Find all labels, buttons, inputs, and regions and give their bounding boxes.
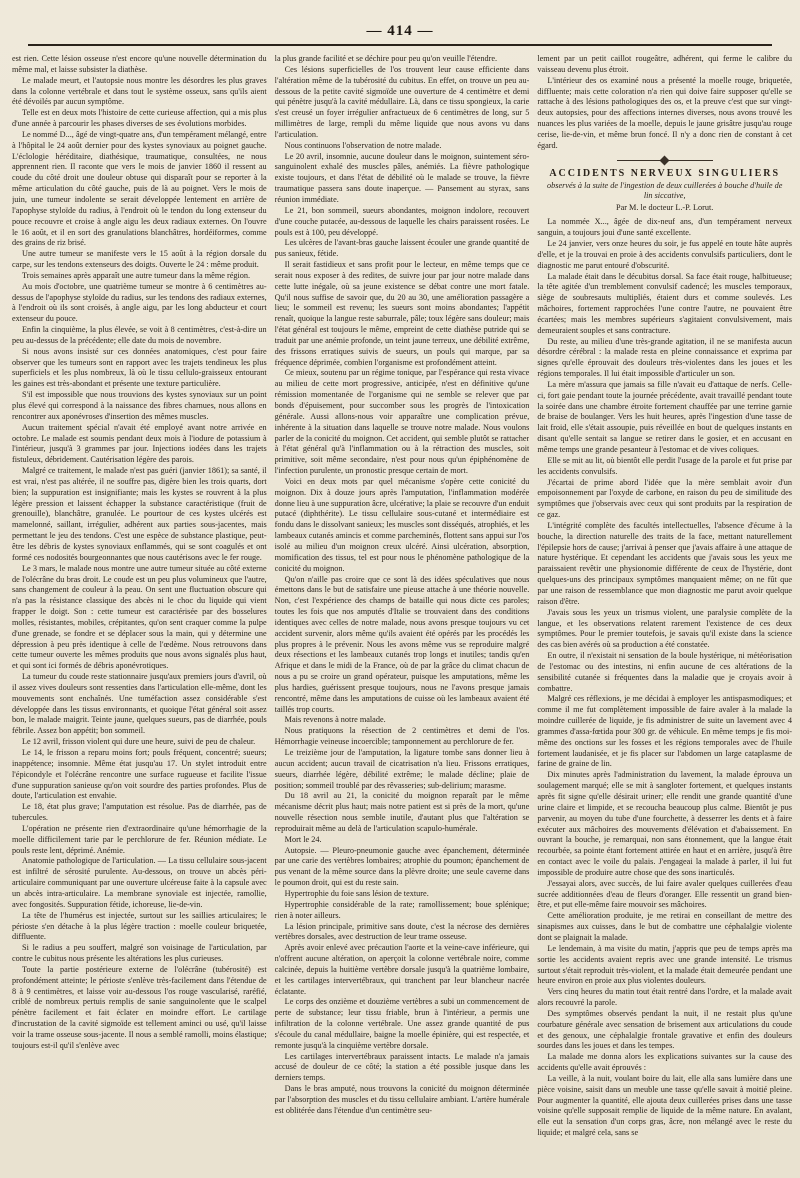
paragraph: Nous pratiquons la résection de 2 centimètres et demi de l'os. Hémorrhagie veineuse incoercible; tamponnement au perchlorure de fer. <box>274 726 530 747</box>
paragraph: Le 3 mars, le malade nous montre une autre tumeur située au côté externe de l'olécrâne du bras droit. Le coude est un peu plus volumineux que l'autre, sans changement de couleur à la peau. On sent une fluctuation obscure qui n'a pas la résistance classique des abcès ni le choc du liquide qui vient frapper le doigt. Son : cette tumeur est caractérisée par des bosselures molles, résistantes, mobiles, crépitantes, qu'on sent craquer comme la pulpe d'une grenade, se fondre et se déplacer sous la main, qui y détermine une dépression à peu près identique à celle de l'œdème. Nous retrouvons dans cette tumeur ouverte les mêmes produits que nous avons signalés plus haut, et qui sont ici formés de débris aponévrotiques. <box>12 563 267 671</box>
paragraph: L'intérieur des os examiné nous a présenté la moelle rouge, briquetée, diffluente; mais cette coloration n'a rien qui doive faire supposer qu'elle se rattache à des lésions pathologiques des os, et la preuve c'est que sur vingt-deux autopsies, pour des affections internes diverses, nous avons trouvé les nuances les plus variées de la moelle, depuis le jaune grisâtre jusqu'au rouge cerise, lie-de-vin, et même brun foncé. Il n'y a donc rien de constant à cet égard. <box>537 75 793 150</box>
paragraph: La malade était dans le décubitus dorsal. Sa face était rouge, halbitueuse; la tête agitée d'un tremblement convulsif cadencé; les muscles temporaux, siège de soubresauts multipliés, étaient durs et comme soulevés. Les mâchoires, fortement rapprochées l'une contre l'autre, ne pouvaient être écartées; mais les membres supérieurs s'agitaient convulsivement, mais demeuraient souples et sans contracture. <box>537 271 793 335</box>
paragraph: La lésion principale, primitive sans doute, c'est la nécrose des dernières vertèbres dorsales, avec destruction de leur trame osseuse. <box>274 921 530 942</box>
paragraph: Le 18, état plus grave; l'amputation est résolue. Pas de diarrhée, pas de tubercules. <box>12 802 267 823</box>
page-number: — 414 — <box>366 23 434 39</box>
paragraph: Vers cinq heures du matin tout était rentré dans l'ordre, et la malade avait alors recouvré la parole. <box>537 987 793 1008</box>
paragraph: Enfin la cinquième, la plus élevée, se voit à 8 centimètres, c'est-à-dire un peu au-dessus de la précédente; elle date du mois de novembre. <box>12 325 267 345</box>
paragraph: Du reste, au milieu d'une très-grande agitation, il ne se manifesta aucun désordre cérébral : la malade resta en pleine connaissance et exprima par signes qu'elle éprouvait des douleurs très-violentes dans les joues et les régions temporales. Il lui était impossible d'articuler un son. <box>537 336 793 379</box>
paragraph: Elle se mit au lit, où bientôt elle perdit l'usage de la parole et fut prise par les accidents convulsifs. <box>537 455 793 476</box>
paragraph: Trois semaines après apparaît une autre tumeur dans la même région. <box>22 270 251 280</box>
column-3-body <box>537 217 792 1139</box>
paragraph: Cette amélioration produite, je me retirai en conseillant de mettre des sinapismes aux cuisses, dans le but de combattre une céphalalgie violente dont se plaignait la malade. <box>537 911 793 942</box>
paragraph: Si nous avons insisté sur ces données anatomiques, c'est pour faire observer que les tumeurs sont en rapport avec les trajets tendineux les plus superficiels et les plus nombreux, là où le tissu cellulo-graisseux entourant les gaines est très-abondant et présente une texture particulière. <box>12 346 267 389</box>
header-rule <box>28 44 772 46</box>
paragraph: Le lendemain, à ma visite du matin, j'appris que peu de temps après ma sortie les accidents avaient repris avec une grande intensité. Le trismus surtout s'était reproduit très-violent, et la malade était demeurée pendant une heure environ en proie aux plus violentes douleurs. <box>537 943 793 986</box>
paragraph: lement par un petit caillot rougeâtre, adhérent, qui ferme le calibre du vaisseau devenu plus étroit. <box>537 54 793 74</box>
paragraph: Les cartilages intervertébraux paraissent intacts. Le malade n'a jamais accusé de douleur de ce côté; la station a été possible jusque dans les derniers temps. <box>274 1051 530 1083</box>
page-header <box>30 22 770 44</box>
column-3-intro <box>537 54 792 152</box>
paragraph: Ces lésions superficielles de l'os trouvent leur cause efficiente dans l'altération même de la tubérosité du cubitus. En effet, on trouve un peu au-dessous de la petite cavité sigmoïde une ouverture de 4 centimètre et demi qui pénètre jusqu'à la cavité médullaire. Là, dans ce tissu spongieux, la carie s'est creusé un foyer irrégulier anfractueux de 6 centimètres de long, sur 5 millimètres de large, rempli du même liquide que nous avons vu dans l'articulation. <box>274 64 530 139</box>
paragraph: Autopsie. — Pleuro-pneumonie gauche avec épanchement, déterminée par une carie des vertèbres lombaires; atrophie du poumon; épanchement de pus venant de la même source dans la plèvre droite; une seule caverne dans le poumon droit, qui est du reste sain. <box>274 845 530 888</box>
paragraph: Ce mieux, soutenu par un régime tonique, par l'espérance qui resta vivace au milieu de cette mort progressive, anticipée, n'est en définitive qu'une rémission momentanée de l'organisme qui ne semble se relever que par bonds d'épuisement, pour succomber sous les progrès de l'intoxication générale. Aussi allons-nous voir apparaître une complication prévue, inhérente à la situation dans laquelle se trouve notre malade. Nous voulons parler de la conicité du moignon. Cet accident, qui semble plutôt se rattacher à l'état général qu'à l'inflammation ou à la rétraction des muscles, soit primitive, soit même secondaire, n'est pour nous qu'un épiphénomène de l'infection purulente, un pronostic presque certain de mort. <box>274 368 530 476</box>
paragraph: La tête de l'humérus est injectée, surtout sur les saillies articulaires; le périoste s'en détache à la plus légère traction : moelle couleur briquetée, diffluente. <box>12 910 267 942</box>
paragraph: Le 12 avril, frisson violent qui dure une heure, suivi de peu de chaleur. <box>22 737 256 747</box>
paragraph: Le malade meurt, et l'autopsie nous montre les désordres les plus graves dans la colonne vertébrale et dans tout le système osseux, sans qu'ils aient été dévoilés par aucun symptôme. <box>12 75 267 107</box>
paragraph: Hypertrophie considérable de la rate; ramollissement; boue splénique; rien à noter ailleurs. <box>274 899 530 920</box>
paragraph: La malade me donna alors les explications suivantes sur la cause des accidents qu'elle avait éprouvés : <box>537 1052 793 1073</box>
paragraph: Toute la partie postérieure externe de l'olécrâne (tubérosité) est profondément atteinte; le périoste s'enlève très-facilement dans l'étendue de 8 à 9 centimètres, et laisse voir au-dessous l'os rouge vascularisé, raréfié, criblé de nombreux pertuis remplis de sanie sanguinolente que le scalpel pénètre facilement et fait éclater en moindre effort. Le cartilage d'incrustation de la cavité sigmoïde est tellement aminci ou usé, qu'il laisse voir la trame osseuse sous-jacente. Il nous a semblé ramolli, moins élastique; toujours est-il qu'il s'enlève avec <box>12 964 267 1050</box>
column-2 <box>275 54 530 1172</box>
paragraph: Il serait fastidieux et sans profit pour le lecteur, en même temps que ce serait nous exposer à des redites, de suivre jour par jour notre malade dans cette lutte inégale, où sa jeune existence se débat contre une mort fatale. Qu'il nous suffise de savoir que, du 20 au 30, une amélioration passagère a lieu; le sommeil est revenu; les sueurs sont moins abondantes; l'appétit renaît, quoique la langue reste saburrale, pâle; toux légère sans douleur; mais l'état général est toujours le même, empreint de cette diathèse putride qui se traduit par une anémie profonde, un teint jaune terreux, une débilité extrême, des frissons erratiques suivis de sueurs, un pouls qui marque, par sa fréquence déprimée, combien l'organisme est profondément atteint. <box>274 260 530 367</box>
paragraph: Voici en deux mots par quel mécanisme s'opère cette conicité du moignon. Dix à douze jours après l'amputation, l'inflammation modérée donne lieu à une suppuration âcre, ulcérative; la plaie se recouvre d'un enduit putacé (diphthérite). Le tissu cellulaire sous-cutané et intermédiaire est fondu dans le dissolvant sanieux; les muscles sont disséqués, atrophiés, et les lambeaux cutanés amincis et comme parcheminés, flottent sans appui sur l'os isolé au milieu d'un moignon creux ulcéré. Ainsi ulcération, absorption, momification des tissus, tel est pour nous le phénomène pathologique de la conicité du moignon. <box>274 476 530 573</box>
paragraph: La nommée X..., âgée de dix-neuf ans, d'un tempérament nerveux sanguin, a toujours joui d'une santé excellente. <box>537 217 793 238</box>
paragraph: Une autre tumeur se manifeste vers le 15 août à la région dorsale du carpe, sur les tendons extenseurs des doigts. Ouverte le 24 : même produit. <box>12 249 267 270</box>
paragraph: Mort le 24. <box>284 834 322 844</box>
paragraph: Malgré ces réflexions, je me décidai à employer les antispasmodiques; et comme il me fut complètement impossible de faire avaler à la malade la moindre cuillerée de liquide, je fis administrer de suite un lavement avec 4 grammes d'assa-fœtida pour 300 gr. de véhicule. En même temps je fis moi-même des onctions sur les fosses et les régions temporales avec de l'huile fortement laudanisée, et je fis placer sur l'abdomen un large cataplasme de farine de graine de lin. <box>537 694 793 769</box>
paragraph: La mère m'assura que jamais sa fille n'avait eu d'attaque de nerfs. Celle-ci, fort gaie pendant toute la journée précédente, avait travaillé pendant toute la soirée dans une chambre étroite fortement chauffée par une terrine garnie de braise de boulanger. Vers les huit heures, après l'ingestion d'une tasse de lait froid, elle s'était assoupie, puis réveillée en bout de quelques instants en disant qu'elle sentait sa langue se retirer dans le gosier, et en accusant en même temps une grande pesanteur à l'estomac et de vives coliques. <box>537 379 793 454</box>
paragraph: Au mois d'octobre, une quatrième tumeur se montre à 6 centimètres au-dessus de l'apophyse styloïde du radius, sur les tendons des radiaux externes, à l'endroit où ils sont croisés, à angle aigu, par les long abducteur et court extenseur du pouce. <box>12 281 267 324</box>
paragraph: En outre, il n'existait ni sensation de la boule hystérique, ni météorisation de l'estomac ou des intestins, ni enfin aucune de ces altérations de la sensibilité cutanée si fréquentes dans la maladie que je croyais avoir à combattre. <box>537 651 793 693</box>
paragraph: L'opération ne présente rien d'extraordinaire qu'une hémorrhagie de la moelle difficilement tarie par le perchlorure de fer. Réunion médiate. Le pouls reste lent, déprimé. Anémie. <box>12 823 267 855</box>
paragraph: J'essayai alors, avec succès, de lui faire avaler quelques cuillerées d'eau sucrée additionnées d'eau de fleurs d'oranger. Elle ressentit un grand bien-être, et put elle-même faire mouvoir ses mâchoires. <box>537 878 793 910</box>
paragraph: Dans le bras amputé, nous trouvons la conicité du moignon déterminée par l'absorption des muscles et du tissu cellulaire ambiant. L'artère humérale est oblitérée dans l'étendue d'un centimètre seu- <box>274 1084 530 1115</box>
column-3 <box>537 54 792 1172</box>
paragraph: Mais revenons à notre malade. <box>284 715 386 725</box>
paragraph: Le 21, bon sommeil, sueurs abondantes, moignon indolore, recouvert d'une couche putacée, au-dessous de laquelle les chairs paraissent rosées. Le pouls est à 100, peu développé. <box>274 205 530 237</box>
article-subtitle: observés à la suite de l'ingestion de deux cuillerées à bouche d'huile de lin siccative, <box>546 181 783 201</box>
paragraph: Si le radius a peu souffert, malgré son voisinage de l'articulation, par contre le cubitus nous présente les altérations les plus curieuses. <box>12 943 267 964</box>
paragraph: Anatomie pathologique de l'articulation. — La tissu cellulaire sous-jacent est infiltré de sérosité purulente. Au-dessous, on trouve un abcès péri-articulaire communiquant par une ouverture ulcéreuse faite à la capsule avec un abcès intra-articulaire. La membrane synoviale est injectée, ramollie, avec fongosités. Suppuration fétide, ichoreuse, lie-de-vin. <box>12 856 267 909</box>
paragraph: S'il est impossible que nous trouvions des kystes synoviaux sur un point plus élevé qui correspond à la naissance des fibres charnues, nous allons en rencontrer aux aponévroses d'insertion des mêmes muscles. <box>12 390 267 421</box>
paragraph: Après avoir enlevé avec précaution l'aorte et la veine-cave inférieure, qui n'offrent aucune altération, on aperçoit la colonne vertébrale noire, comme calcinée, depuis la huitième vertèbre dorsale jusqu'à la quatrième lombaire, et les cartilages intervertébraux, qui tranchent par leur blancheur nacrée éclatante. <box>274 943 530 996</box>
paragraph: Le 14, le frisson a reparu moins fort; pouls fréquent, concentré; sueurs; inappétence; insomnie. Même état jusqu'au 17. Un stylet introduit entre l'épicondyle et l'olécrâne rencontre une surface rugueuse et facilite l'issue d'une suppuration sanieuse qu'on voit sourdre des parties profondes. Plus de doute, l'articulation est envahie. <box>12 748 267 801</box>
paragraph: Des symptômes observés pendant la nuit, il ne restait plus qu'une courbature générale avec sensation de brisement aux articulations du coude et des genoux, une céphalalgie frontale gravative et enfin des douleurs sourdes dans les joues et dans les tempes. <box>537 1008 793 1051</box>
paragraph: Le 24 janvier, vers onze heures du soir, je fus appelé en toute hâte auprès d'elle, et je la trouvai en proie à des accidents convulsifs particuliers, dont le diagnostic me parut entouré d'obscurité. <box>537 238 793 270</box>
paragraph: Aucun traitement spécial n'avait été employé avant notre arrivée en octobre. Le malade est soumis pendant deux mois à l'iodure de potassium à l'intérieur, jusqu'à 3 grammes par jour. Injections iodées dans les trajets fistuleux, débridement. Cautérisation légère des parois. <box>12 422 267 465</box>
paragraph: Telle est en deux mots l'histoire de cette curieuse affection, qui a mis plus d'une année à parcourir les phases diverses de ses évolutions morbides. <box>12 108 267 129</box>
paragraph: La tumeur du coude reste stationnaire jusqu'aux premiers jours d'avril, où il assez vives douleurs sont ressenties dans l'articulation elle-même, dont les mouvements sont enchaînés. Une tuméfaction assez considérable s'est développée dans les tissus environnants, et quoique l'état général soit assez bon, le malade maigrit. Teinte jaune, quelques sueurs, pas de diarrhée, pouls fébrile. Assez bon appétit; bon sommeil. <box>12 672 267 736</box>
paragraph: Le 20 avril, insomnie, aucune douleur dans le moignon, suintement séro-sanguinolent exhalé des muscles pâles, anémiés. La fièvre pathologique existe toujours, et dans l'état de débilité où le malade se trouve, la fièvre traumatique passera sans doute inaperçue. — Pansement au styrax, sans réunion immédiate. <box>274 151 530 204</box>
paragraph: Qu'on n'aille pas croire que ce sont là des idées spéculatives que nous émettons dans le but de satisfaire une pieuse attache à une théorie nouvelle. Non, c'est l'expérience des champs de bataille qui nous dicte ces paroles; toutes les fois que nos amputés d'Italie se trouvaient dans des conditions identiques avec celles de notre malade, nous avons presque toujours vu cet accident survenir, alors même qu'ils avaient été opérés par les procédés les plus propres à le prévenir. Nous les avons même vus se reproduire malgré deux résections et les lambeaux cutanés trop longs et inutiles; tandis qu'en Afrique et dans le midi de la France, où de par la grâce du climat chacun de nous a pu se croire un grand opérateur, puisque les amputations, même les plus hardies, guérissent presque toujours, nous ne l'avons presque jamais rencontré, même dans les amputations de cuisse où les lambeaux avaient été taillés trop courts. <box>274 574 530 714</box>
text-columns <box>12 54 792 1172</box>
paragraph: Du 18 avril au 21, la conicité du moignon reparaît par le même mécanisme décrit plus haut; mais notre patient est si près de la mort, qu'une nouvelle résection nous semble inutile, d'autant plus que l'altération se reproduirait même au delà de l'articulation scapulo-humérale. <box>274 791 530 833</box>
paragraph: est rien. Cette lésion osseuse n'est encore qu'une nouvelle détermination du même mal, et laisse subsister la diathèse. <box>12 54 267 74</box>
paragraph: Hypertrophie du foie sans lésion de texture. <box>284 888 429 898</box>
paragraph: L'intégrité complète des facultés intellectuelles, l'absence d'écume à la bouche, la direction naturelle des traits de la face, mettant naturellement l'épilepsie hors de cause; j'arrivai à penser que j'avais affaire à une attaque de nature hystérique. Et cependant les accidents que j'avais sous les yeux me paraissaient revêtir une physionomie différente de ceux de l'hystérie, dont quelques-uns des principaux symptômes manquaient même; on ne fût que par une raison de ressemblance que mon diagnostic me parut avoir quelque raison d'être. <box>537 520 793 606</box>
column-1 <box>12 54 267 1172</box>
paragraph: Dix minutes après l'administration du lavement, la malade éprouva un soulagement marqué; elle se mit à sangloter fortement, et quelques instants après fit signe qu'elle désirait uriner; elle rendit une grande quantité d'une urine claire et limpide, et se recoucha beaucoup plus calme. Bientôt je pus parvenir, au moyen du tube d'une fourchette, à desserrer les dents et à faire exécuter aux mâchoires des mouvements d'élévation et d'abaissement. En ouvrant la bouche, je remarquai, non sans étonnement, que la langue était recourbée, sa pointe étant fortement attirée en haut et en arrière, jusqu'à être en contact avec le voile du palais. J'engageai la malade à parler, il lui fut impossible de produire autre chose que des sons inarticulés. <box>537 770 793 877</box>
paragraph: Nous continuons l'observation de notre malade. <box>284 140 442 150</box>
article-title: ACCIDENTS NERVEUX SINGULIERS <box>549 167 781 179</box>
paragraph: Malgré ce traitement, le malade n'est pas guéri (janvier 1861); sa santé, il est vrai, n'est pas altérée, il ne souffre pas, digère bien les trois quarts, dort bien; la suppuration est insignifiante; mais les kystes se rouvrent à la plus légère pression et laissent échapper la substance caractéristique (fruit de grenouille), blanchâtre, granulée. Le pourtour de ces kystes ulcérés est mamelonné, saillant, irrégulier, adhérent aux parties sous-jacentes, mais permettant le jeu des tendons. C'est une espèce de substance plastique, peut-être les débris de kystes synoviaux enflammés, qui se sont coagulés et ont formé ces nodosités bourgeonnantes que nous cautérisons avec le fer rouge. <box>12 466 267 562</box>
article-author: Par M. le docteur L.-P. Lorut. <box>615 203 714 213</box>
paragraph: J'avais sous les yeux un trismus violent, une paralysie complète de la langue, et les observations relatent rarement l'existence de ces deux symptômes. Pour le premier toutefois, je savais qu'il existe dans la science des cas bien avérés où sa production a été constatée. <box>537 607 793 650</box>
paragraph: Les ulcères de l'avant-bras gauche laissent écouler une grande quantité de pus sanieux, fétide. <box>274 238 530 259</box>
paragraph: Le nommé D..., âgé de vingt-quatre ans, d'un tempérament mélangé, entre à l'hôpital le 24 août dernier pour des kystes synoviaux au poignet gauche. L'éclologie héréditaire, diathésique, traumatique, consultées, ne nous apprennent rien. Il raconte que vers le mois de janvier 1860 il ressent au coude du côté droit une douleur obtuse qui disparaît pour se reporter à la même articulation du côté gauche, puis de là au poignet. Vers le mois de juin, une tumeur indolente se serait développée lentement en arrière de l'apophyse styloïde du radius, à l'endroit où le tendon du long extenseur du pouce recouvre et croise à angle aigu les deux radiaux externes. On l'ouvre le 16 août, et il en sort des granulations blanchâtres, hordéiformes, comme des grains de riz brisé. <box>12 129 267 248</box>
paragraph: J'écartai de prime abord l'idée que la mère semblait avoir d'un empoisonnement par l'oxyde de carbone, en raison du peu de similitude des symptômes que j'observais avec ceux qui sont produits par la respiration de ce gaz. <box>537 477 793 520</box>
paragraph: Le treizième jour de l'amputation, la ligature tombe sans donner lieu à aucun accident; aucun travail de cicatrisation n'a lieu. Frissons erratiques, sueurs, diarrhée légère, débilité extrême; le malade décline; plaie de position; sommeil troublé par des rêvasseries; sub-delirium; marasme. <box>274 748 530 790</box>
paragraph: la plus grande facilité et se déchire pour peu qu'on veuille l'étendre. <box>274 54 498 63</box>
paragraph: Le corps des onzième et douzième vertèbres a subi un commencement de perte de substance; leur tissu friable, brun à l'intérieur, a permis une infiltration de la colonne vertébrale. Une assez grande quantité de pus s'écoule du canal médullaire, baigne la moelle épinière, qui est respectée, et remonte jusqu'à la cinquième vertèbre dorsale. <box>274 997 530 1050</box>
paragraph: La veille, à la nuit, voulant boire du lait, elle alla sans lumière dans une pièce voisine, saisit dans un meuble une tasse qu'elle savait à moitié pleine. Pour augmenter la quantité, elle ajouta deux cuillerées prises dans une tasse voisine qu'elle supposait remplie de liquide de la même nature. En avalant, elle eut la sensation d'un corps gras, âcre, non mélangé avec le reste du liquide; et malgré cela, sans se <box>537 1073 793 1138</box>
section-divider <box>537 156 792 166</box>
